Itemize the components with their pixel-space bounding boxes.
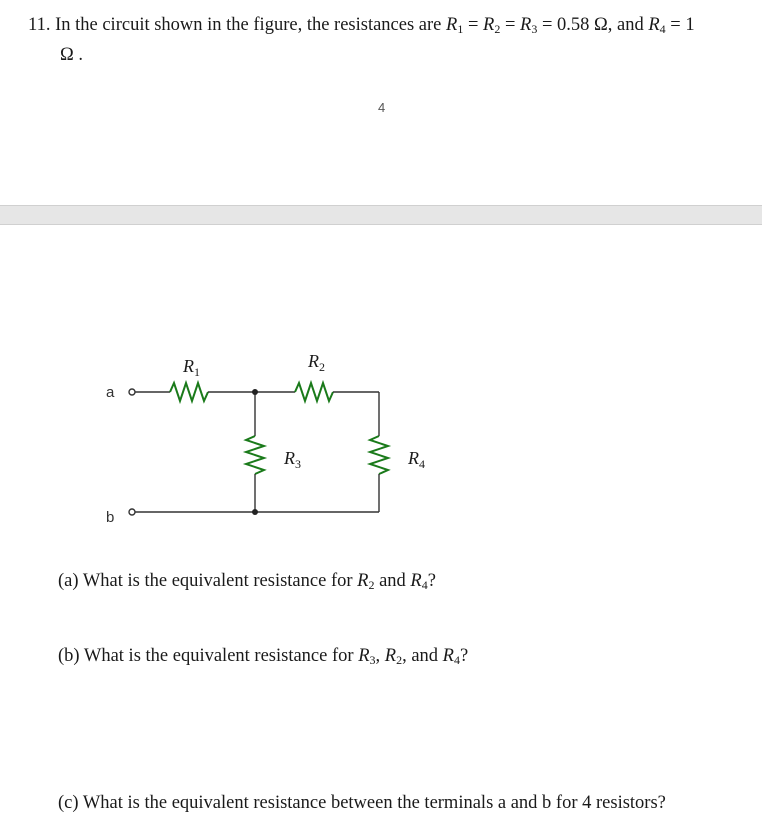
question-a-mid: and [379, 571, 406, 591]
question-b-r4: R [442, 646, 454, 666]
junction-top [252, 389, 258, 395]
divider-bar [0, 205, 762, 225]
equals-1: = [467, 15, 479, 35]
terminal-a-label: a [106, 384, 115, 401]
r3-subscript: 3 [531, 22, 538, 36]
question-c [58, 793, 666, 814]
question-a-end: ? [427, 571, 436, 591]
problem-intro: In the circuit shown in the figure, the resistances are [55, 15, 442, 35]
r1-symbol: R [446, 15, 458, 35]
question-b-r3: R [358, 646, 370, 666]
question-b-end: ? [459, 646, 469, 666]
question-b-r2-sub: 2 [396, 653, 403, 667]
r4-value: = 1 [670, 15, 695, 35]
question-a-r2-sub: 2 [368, 578, 375, 592]
junction-bottom [252, 509, 258, 515]
question-a-r4-sub: 4 [421, 578, 428, 592]
r2-resistor [295, 383, 333, 401]
r4-resistor [370, 436, 388, 474]
problem-number: 11. [28, 15, 51, 35]
r4-subscript: 4 [659, 22, 666, 36]
r3-symbol: R [520, 15, 532, 35]
r4-symbol: R [648, 15, 660, 35]
question-b-prefix: (b) What is the equivalent resistance for [58, 646, 354, 666]
question-b-r3-sub: 3 [369, 653, 376, 667]
terminal-b-label: b [106, 509, 115, 526]
question-b-sep1: , [375, 646, 381, 666]
question-b-sep2: , and [402, 646, 439, 666]
value-text: = 0.58 Ω, and [541, 15, 644, 35]
equals-2: = [504, 15, 516, 35]
question-a [58, 571, 436, 593]
question-a-r4: R [410, 571, 422, 591]
r4-label: $R_4$ [408, 448, 425, 471]
r3-label: $R_3$ [284, 448, 301, 471]
unit-line: Ω . [60, 45, 83, 65]
question-b-r4-sub: 4 [453, 653, 460, 667]
question-a-prefix: (a) What is the equivalent resistance for [58, 571, 353, 591]
circuit-diagram [0, 340, 762, 530]
r2-symbol: R [483, 15, 495, 35]
r1-label: $R_1$ [183, 356, 200, 379]
r2-subscript: 2 [494, 22, 501, 36]
question-a-r2: R [357, 571, 369, 591]
r2-label: $R_2$ [308, 351, 325, 374]
page-number: 4 [378, 100, 386, 115]
question-b [58, 646, 468, 668]
r1-resistor [170, 383, 208, 401]
r1-subscript: 1 [457, 22, 464, 36]
terminal-b-node [129, 509, 135, 515]
r3-resistor [246, 436, 264, 474]
question-c-text: (c) What is the equivalent resistance between the terminals a and b for 4 resistors? [58, 793, 666, 813]
terminal-a-node [129, 389, 135, 395]
question-b-r2: R [384, 646, 397, 666]
problem-statement [28, 12, 758, 68]
